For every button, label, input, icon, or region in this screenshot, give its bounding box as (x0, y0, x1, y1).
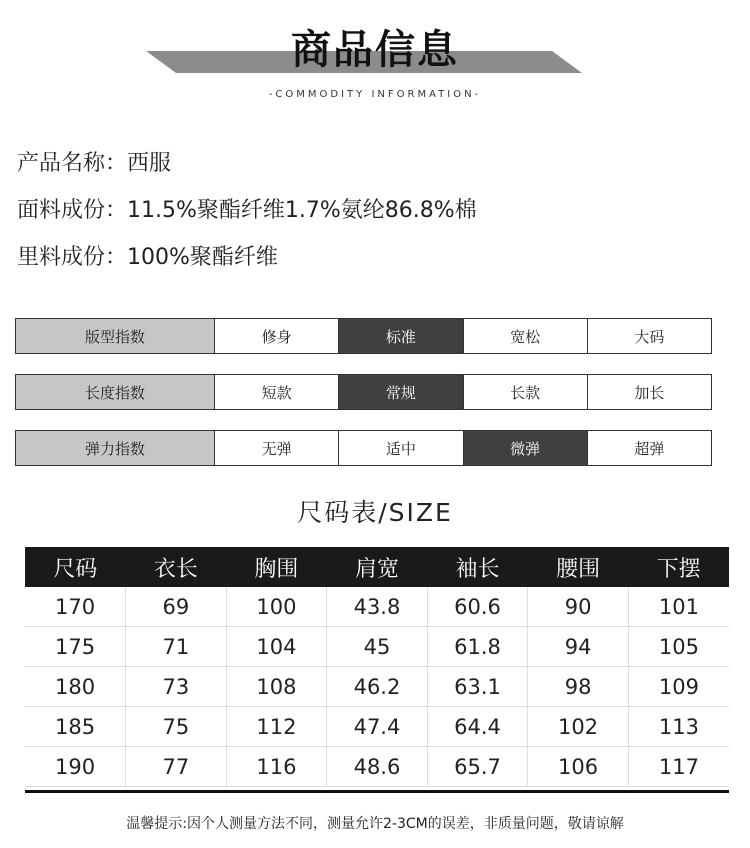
info-fabric (17, 193, 477, 224)
table-row (25, 667, 729, 707)
table-cell: 43.8 (327, 587, 428, 627)
table-cell: 45 (327, 627, 428, 667)
table-row (25, 707, 729, 747)
scale-label: 版型指数 (16, 319, 214, 353)
scale-option: 长款 (463, 375, 587, 409)
table-cell: 47.4 (327, 707, 428, 747)
page-title: 商品信息 (291, 27, 459, 73)
table-cell: 112 (226, 707, 327, 747)
info-product-name (17, 146, 171, 177)
length-scale (15, 374, 712, 410)
scale-option-selected: 标准 (338, 319, 462, 353)
table-cell: 94 (528, 627, 629, 667)
scale-option-selected: 常规 (338, 375, 462, 409)
scale-option: 宽松 (463, 319, 587, 353)
scale-label: 弹力指数 (16, 431, 214, 465)
table-row (25, 587, 729, 627)
info-value: 100%聚酯纤维 (127, 245, 278, 270)
scale-option: 加长 (587, 375, 711, 409)
table-row (25, 747, 729, 787)
table-cell: 109 (628, 667, 729, 707)
table-cell: 116 (226, 747, 327, 787)
table-cell: 104 (226, 627, 327, 667)
table-cell: 77 (126, 747, 227, 787)
measurement-note: 温馨提示:因个人测量方法不同，测量允许2-3CM的误差，非质量问题，敬请谅解 (126, 816, 624, 832)
scale-option-selected: 微弹 (463, 431, 587, 465)
table-cell: 64.4 (427, 707, 528, 747)
column-header: 衣长 (126, 547, 227, 587)
table-cell: 71 (126, 627, 227, 667)
table-cell: 69 (126, 587, 227, 627)
fit-scale (15, 318, 712, 354)
column-header: 肩宽 (327, 547, 428, 587)
table-bottom-rule (25, 790, 729, 793)
column-header: 袖长 (427, 547, 528, 587)
table-cell: 75 (126, 707, 227, 747)
info-value: 11.5%聚酯纤维1.7%氨纶86.8%棉 (127, 198, 477, 223)
table-cell: 170 (25, 587, 126, 627)
table-cell: 61.8 (427, 627, 528, 667)
table-cell: 48.6 (327, 747, 428, 787)
info-label: 面料成份： (17, 198, 128, 223)
scale-option: 无弹 (214, 431, 338, 465)
table-cell: 117 (628, 747, 729, 787)
column-header: 尺码 (25, 547, 126, 587)
table-cell: 73 (126, 667, 227, 707)
page-subtitle: -COMMODITY INFORMATION- (268, 89, 482, 100)
table-cell: 65.7 (427, 747, 528, 787)
table-header-row (25, 547, 729, 587)
table-cell: 102 (528, 707, 629, 747)
scale-option: 适中 (338, 431, 462, 465)
info-label: 里料成份： (17, 245, 128, 270)
table-row (25, 627, 729, 667)
table-cell: 185 (25, 707, 126, 747)
info-lining (17, 240, 278, 271)
table-cell: 190 (25, 747, 126, 787)
table-cell: 108 (226, 667, 327, 707)
size-table (25, 547, 729, 787)
table-cell: 46.2 (327, 667, 428, 707)
table-cell: 60.6 (427, 587, 528, 627)
info-label: 产品名称： (17, 151, 128, 176)
scale-option: 超弹 (587, 431, 711, 465)
table-cell: 105 (628, 627, 729, 667)
scale-option: 短款 (214, 375, 338, 409)
table-cell: 175 (25, 627, 126, 667)
size-table-title: 尺码表/SIZE (297, 498, 453, 527)
table-cell: 98 (528, 667, 629, 707)
table-cell: 90 (528, 587, 629, 627)
table-cell: 113 (628, 707, 729, 747)
table-cell: 180 (25, 667, 126, 707)
scale-option: 大码 (587, 319, 711, 353)
table-cell: 63.1 (427, 667, 528, 707)
table-cell: 100 (226, 587, 327, 627)
table-cell: 101 (628, 587, 729, 627)
column-header: 下摆 (628, 547, 729, 587)
column-header: 腰围 (528, 547, 629, 587)
scale-option: 修身 (214, 319, 338, 353)
info-value: 西服 (127, 151, 172, 176)
scale-label: 长度指数 (16, 375, 214, 409)
column-header: 胸围 (226, 547, 327, 587)
elasticity-scale (15, 430, 712, 466)
table-cell: 106 (528, 747, 629, 787)
